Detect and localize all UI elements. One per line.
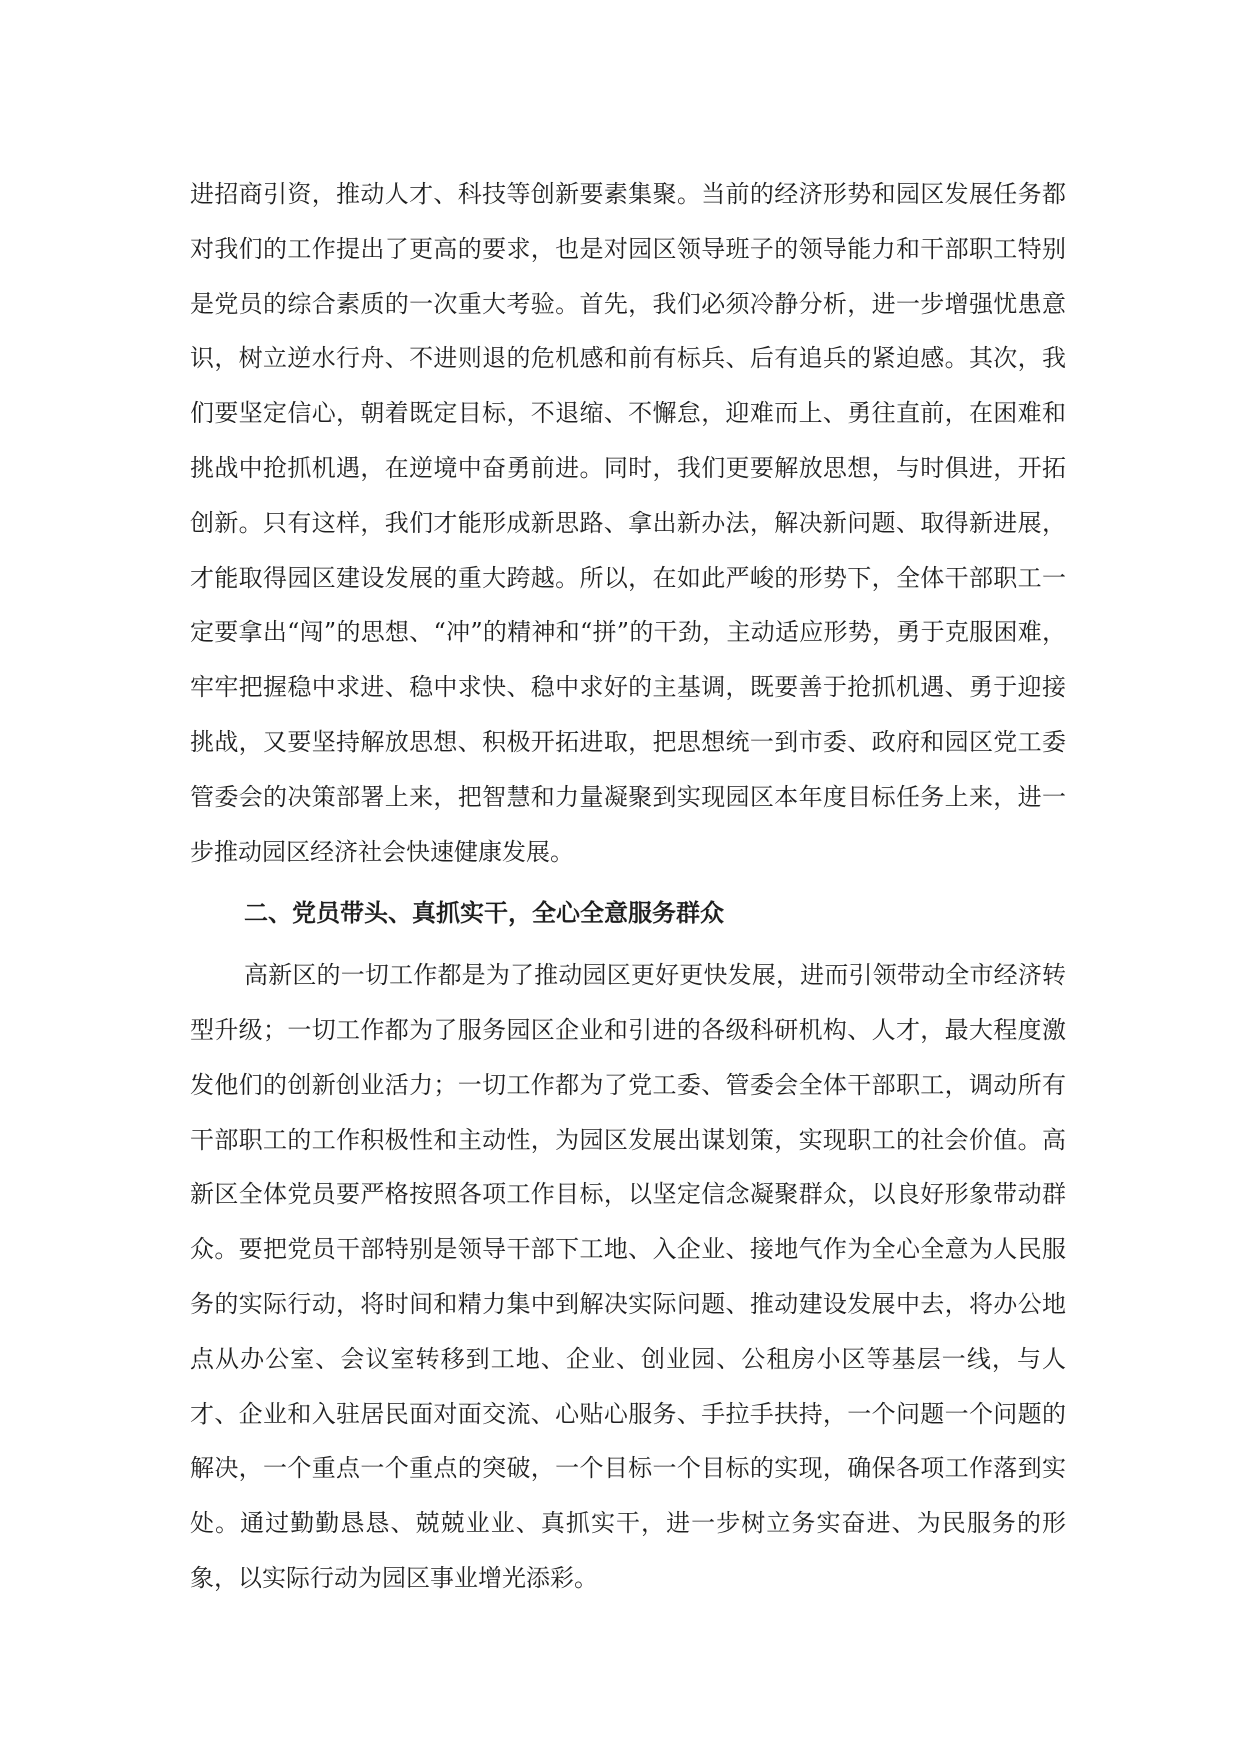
paragraph-section-two: 高新区的一切工作都是为了推动园区更好更快发展，进而引领带动全市经济转型升级；一切工作都为了服务园区企业和引进的各级科研机构、人才，最大程度激发他们的创新创业活力；一切工作都为了党工委、管委会全体干部职工，调动所有干部职工的工作积极性和主动性，为园区发展出谋划策，实现职工的社会价值。高新区全体党员要严格按照各项工作目标，以坚定信念凝聚群众，以良好形象带动群众。要把党员干部特别是领导干部下工地、入企业、接地气作为全心全意为人民服务的实际行动，将时间和精力集中到解决实际问题、推动建设发展中去，将办公地点从办公室、会议室转移到工地、企业、创业园、公租房小区等基层一线，与人才、企业和入驻居民面对面交流、心贴心服务、手拉手扶持，一个问题一个问题的解决，一个重点一个重点的突破，一个目标一个目标的实现，确保各项工作落到实处。通过勤勤恳恳、兢兢业业、真抓实干，进一步树立务实奋进、为民服务的形象，以实际行动为园区事业增光添彩。	[190, 961, 1066, 1592]
paragraph-continued: 进招商引资，推动人才、科技等创新要素集聚。当前的经济形势和园区发展任务都对我们的工作提出了更高的要求，也是对园区领导班子的领导能力和干部职工特别是党员的综合素质的一次重大考验。首先，我们必须冷静分析，进一步增强忧患意识，树立逆水行舟、不进则退的危机感和前有标兵、后有追兵的紧迫感。其次，我们要坚定信心，朝着既定目标，不退缩、不懈怠，迎难而上、勇往直前，在困难和挑战中抢抓机遇，在逆境中奋勇前进。同时，我们更要解放思想，与时俱进，开拓创新。只有这样，我们才能形成新思路、拿出新办法，解决新问题、取得新进展，才能取得园区建设发展的重大跨越。所以，在如此严峻的形势下，全体干部职工一定要拿出“闯”的思想、“冲”的精神和“拼”的干劲，主动适应形势，勇于克服困难，牢牢把握稳中求进、稳中求快、稳中求好的主基调，既要善于抢抓机遇、勇于迎接挑战，又要坚持解放思想、积极开拓进取，把思想统一到市委、政府和园区党工委管委会的决策部署上来，把智慧和力量凝聚到实现园区本年度目标任务上来，进一步推动园区经济社会快速健康发展。	[190, 180, 1066, 866]
section-heading: 二、党员带头、真抓实干，全心全意服务群众	[244, 899, 724, 928]
document-body	[190, 167, 1066, 1606]
